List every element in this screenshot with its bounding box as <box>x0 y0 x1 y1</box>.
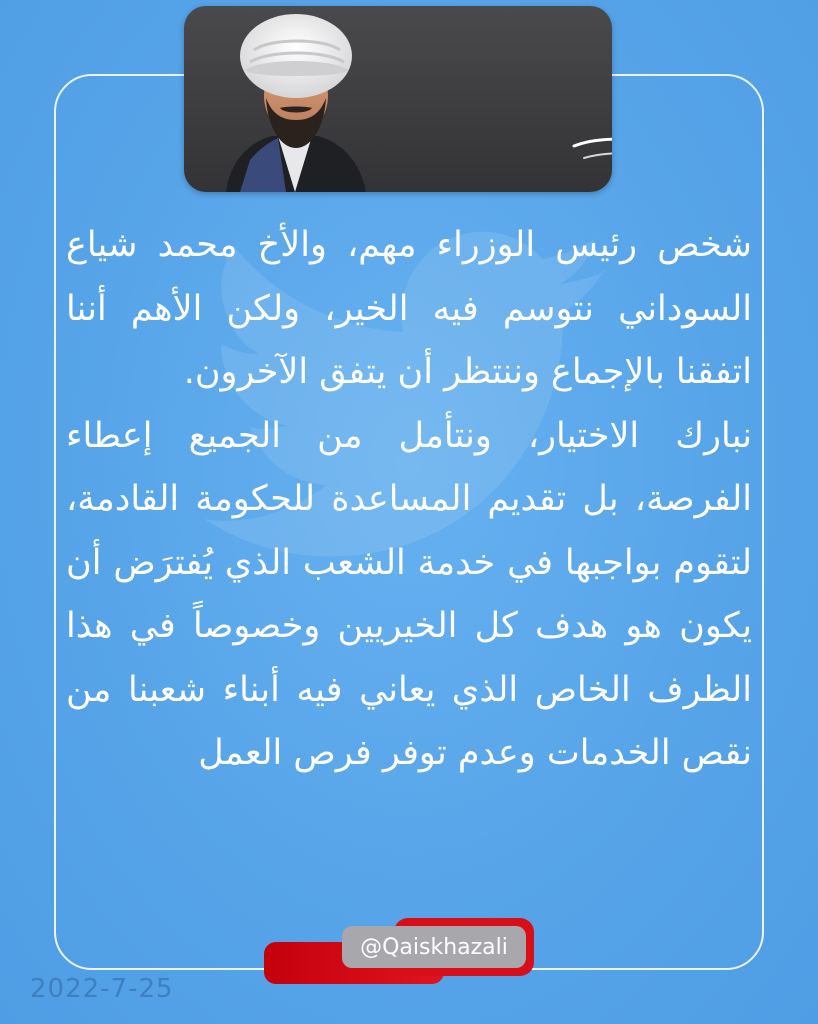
statement-paragraph-1: شخص رئيس الوزراء مهم، والأخ محمد شياع السوداني نتوسم فيه الخير، ولكن الأهم أننا اتفقنا بالإجماع وننتظر أن يتفق الآخرون. <box>66 225 752 392</box>
header-card <box>184 6 612 192</box>
signature-logo <box>554 50 612 170</box>
portrait-icon <box>220 10 370 192</box>
twitter-handle: @Qaiskhazali <box>342 926 526 968</box>
post-date: 2022-7-25 <box>30 974 174 1004</box>
statement-paragraph-2: نبارك الاختيار، ونتأمل من الجميع إعطاء الفرصة، بل تقديم المساعدة للحكومة القادمة، لتقوم بواجبها في خدمة الشعب الذي يُفترَض أن يكون هو هدف كل الخيريين وخصوصاً في هذا الظرف الخاص الذي يعاني فيه أبناء شعبنا من نقص الخدمات وعدم توفر فرص العمل <box>66 415 752 773</box>
statement-text <box>66 214 752 786</box>
twitter-handle-badge <box>264 918 534 984</box>
